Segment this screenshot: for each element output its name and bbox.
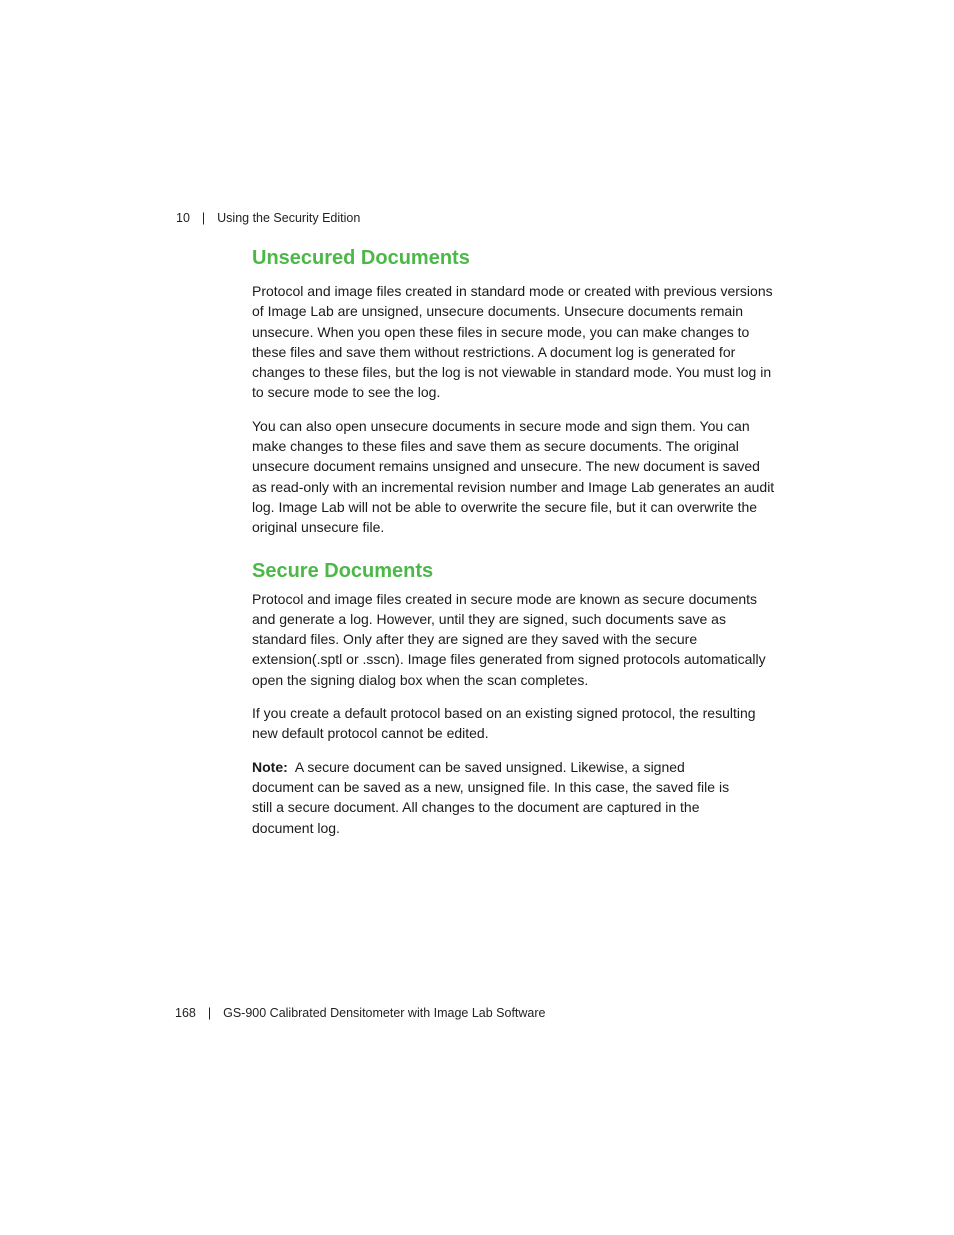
body-paragraph: Protocol and image files created in secure mode are known as secure documents and generate a log. However, until they are signed, such documents save as standard files. Only after they are signed are they saved with the secure extension(.sptl or .sscn). Image files generated from signed protocols automatically open the signing dialog box when the scan completes. bbox=[252, 590, 766, 688]
book-title: GS-900 Calibrated Densitometer with Image Lab Software bbox=[223, 1006, 546, 1020]
page-content bbox=[252, 244, 777, 838]
note-text: A secure document can be saved unsigned. Likewise, a signed document can be saved as a new, unsigned file. In this case, the saved file is still a secure document. All changes to the document are captured in the document log. bbox=[252, 758, 730, 836]
body-paragraph: Protocol and image files created in standard mode or created with previous versions of Image Lab are unsigned, unsecure documents. Unsecure documents remain unsecure. When you open these files in secure mode, you can make changes to these files and save them without restrictions. A document log is generated for changes to these files, but the log is not viewable in standard mode. You must log in to secure mode to see the log. bbox=[252, 283, 773, 401]
running-footer bbox=[175, 1006, 546, 1020]
page-number: 168 bbox=[175, 1006, 196, 1020]
chapter-number: 10 bbox=[176, 211, 190, 225]
footer-separator: | bbox=[207, 1006, 212, 1020]
section-heading-secure-documents: Secure Documents bbox=[252, 559, 434, 582]
running-header bbox=[176, 211, 360, 225]
note-callout bbox=[252, 757, 742, 838]
section-heading-unsecured-documents: Unsecured Documents bbox=[252, 247, 470, 269]
header-separator: | bbox=[201, 211, 206, 225]
body-paragraph: If you create a default protocol based on an existing signed protocol, the resulting new default protocol cannot be edited. bbox=[252, 705, 756, 742]
chapter-title: Using the Security Edition bbox=[217, 211, 361, 225]
body-paragraph: You can also open unsecure documents in secure mode and sign them. You can make changes to these files and save them as secure documents. The original unsecure document remains unsigned and unsecure. The new document is saved as read-only with an incremental revision number and Image Lab generates an audit log. Image Lab will not be able to overwrite the secure file, but it can overwrite the original unsecure file. bbox=[252, 417, 775, 536]
note-label: Note: bbox=[252, 758, 288, 775]
